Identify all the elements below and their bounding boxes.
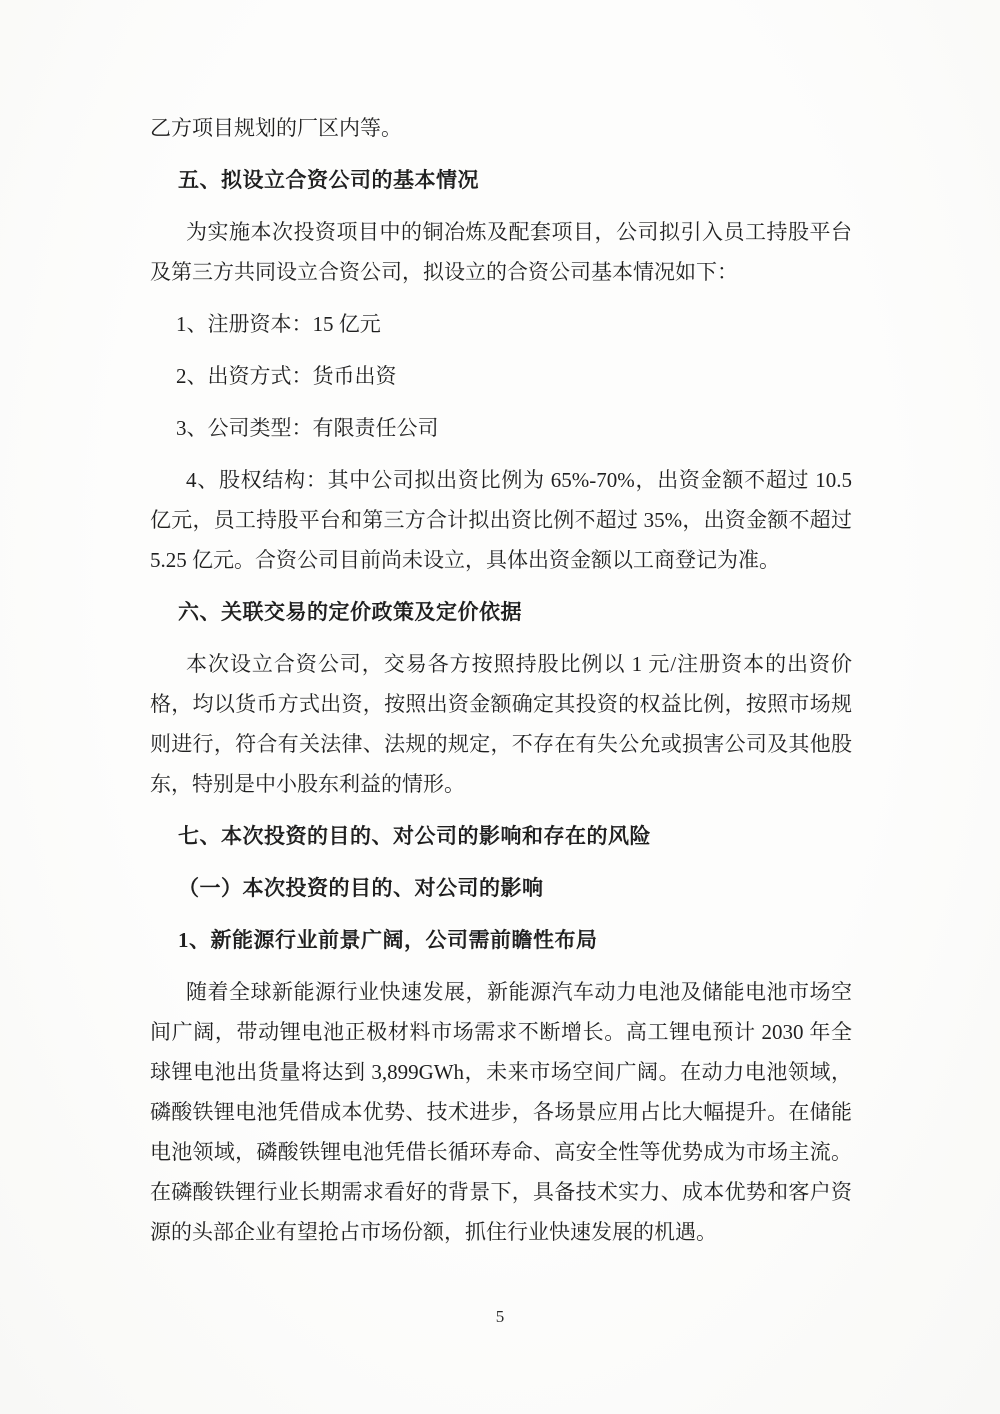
section6-body-paragraph: 本次设立合资公司，交易各方按照持股比例以 1 元/注册资本的出资价格，均以货币方式出资，按照出资金额确定其投资的权益比例，按照市场规则进行，符合有关法律、法规的规定，不存在有失公允或损害公司及其他股东，特别是中小股东利益的情形。 — [150, 652, 852, 796]
section7-point1-heading: 1、新能源行业前景广阔，公司需前瞻性布局 — [178, 928, 598, 952]
section5-item-contribution-method: 2、出资方式：货币出资 — [176, 364, 397, 388]
section5-intro-paragraph: 为实施本次投资项目中的铜冶炼及配套项目，公司拟引入员工持股平台及第三方共同设立合资公司，拟设立的合资公司基本情况如下： — [150, 220, 852, 284]
section6-heading: 六、关联交易的定价政策及定价依据 — [178, 600, 522, 624]
section7-sub1-heading: （一）本次投资的目的、对公司的影响 — [178, 876, 544, 900]
section5-item-equity-structure: 4、股权结构：其中公司拟出资比例为 65%-70%，出资金额不超过 10.5 亿元，员工持股平台和第三方合计拟出资比例不超过 35%，出资金额不超过 5.25 亿元。合资公司目前尚未设立，具体出资金额以工商登记为准。 — [150, 468, 852, 572]
paragraph-previous-page-tail: 乙方项目规划的厂区内等。 — [150, 116, 402, 140]
section5-heading: 五、拟设立合资公司的基本情况 — [178, 168, 479, 192]
section5-item-company-type: 3、公司类型：有限责任公司 — [176, 416, 439, 440]
page-number: 5 — [495, 1307, 505, 1326]
section7-heading: 七、本次投资的目的、对公司的影响和存在的风险 — [178, 824, 651, 848]
document-content — [150, 108, 852, 1264]
section5-item-registered-capital: 1、注册资本：15 亿元 — [176, 312, 381, 336]
section7-point1-body-paragraph: 随着全球新能源行业快速发展，新能源汽车动力电池及储能电池市场空间广阔，带动锂电池正极材料市场需求不断增长。高工锂电预计 2030 年全球锂电池出货量将达到 3,899GWh，未来市场空间广阔。在动力电池领域，磷酸铁锂电池凭借成本优势、技术进步，各场景应用占比大幅提升。在储能电池领域，磷酸铁锂电池凭借长循环寿命、高安全性等优势成为市场主流。在磷酸铁锂行业长期需求看好的背景下，具备技术实力、成本优势和客户资源的头部企业有望抢占市场份额，抓住行业快速发展的机遇。 — [150, 980, 852, 1244]
